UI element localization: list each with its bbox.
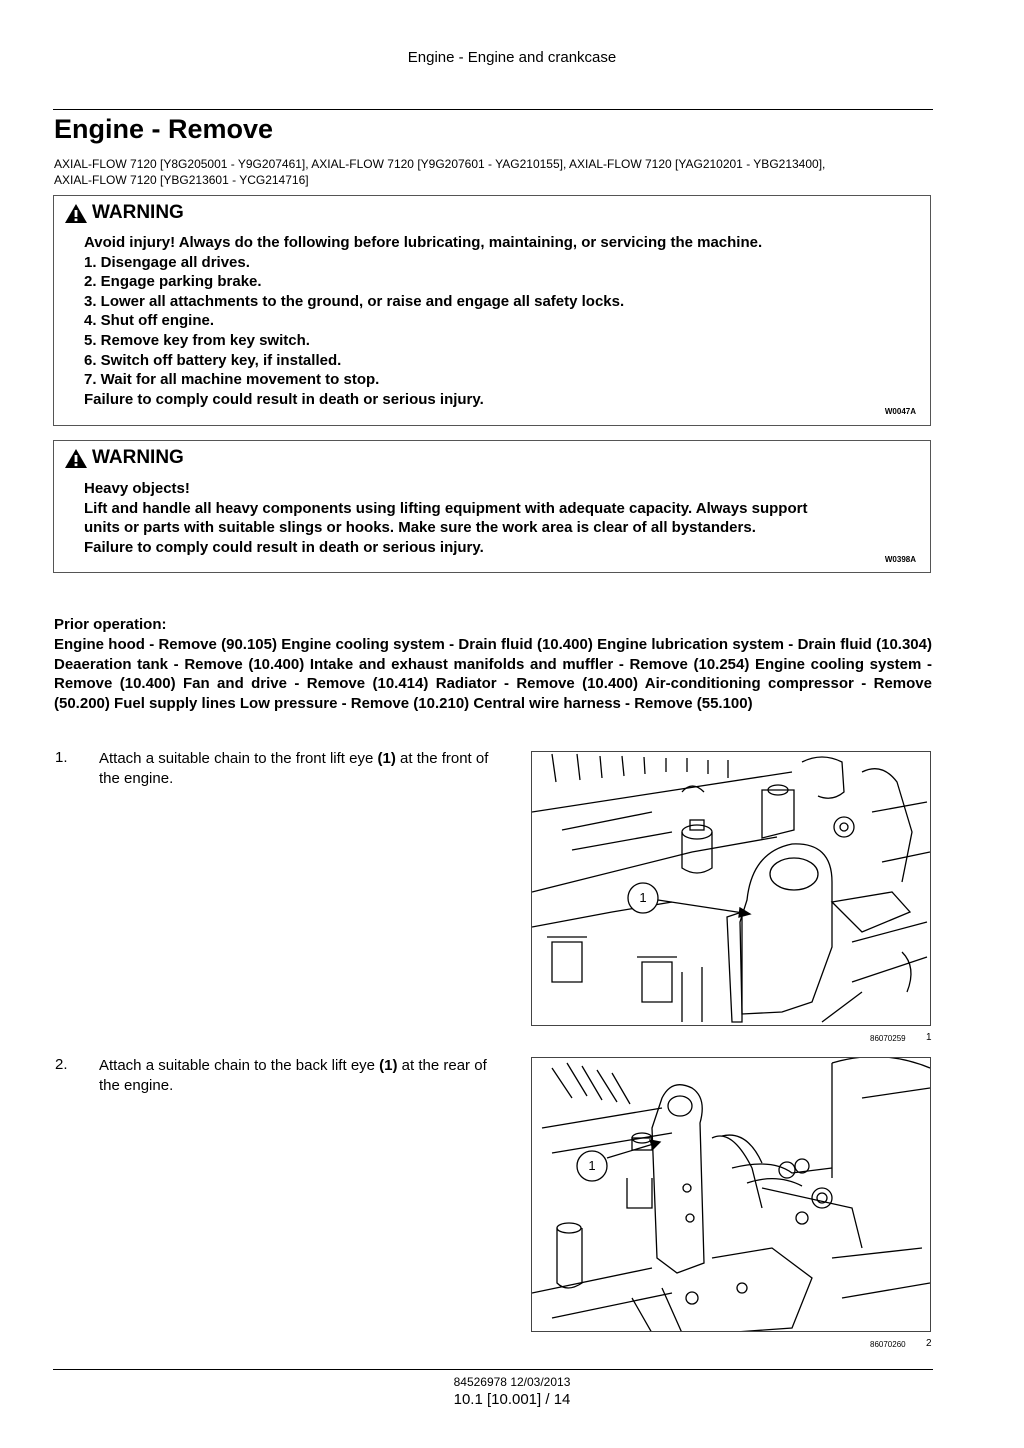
callout-layer [532,752,931,1026]
warning-line: Lift and handle all heavy components using lifting equipment with adequate capacity. Always support [84,499,808,517]
figure-code: 86070260 [870,1340,906,1349]
callout-number: 1 [588,1158,596,1173]
warning-body [84,479,910,557]
figure-number: 1 [926,1032,932,1043]
step-text-after: at the front of the engine. [99,750,489,787]
warning-header [64,447,184,469]
step-text-before: Attach a suitable chain to the front lift eye [99,750,378,767]
warning-line: 4. Shut off engine. [84,312,214,330]
warning-header [64,202,184,224]
warning-line: 6. Switch off battery key, if installed. [84,351,342,369]
warning-box-heavy-objects [53,440,931,573]
warning-label: WARNING [92,447,184,468]
prior-operation-label: Prior operation: [54,616,167,633]
callout-layer [532,1058,931,1332]
prior-operation [54,615,932,714]
step-text [99,749,499,789]
step-text-after: at the rear of the engine. [99,1057,487,1094]
step-number: 2. [55,1056,68,1073]
model-line-1: AXIAL-FLOW 7120 [Y8G205001 - Y9G207461], AXIAL-FLOW 7120 [Y9G207601 - YAG210155], AXIAL-FLOW 7120 [YAG210201 - YBG213400], [54,157,826,171]
warning-line: Failure to comply could result in death or serious injury. [84,390,484,408]
footer-page-number: 10.1 [10.001] / 14 [453,1391,571,1408]
warning-line: 7. Wait for all machine movement to stop. [84,371,380,389]
figure-back-lift-eye [531,1057,931,1332]
callout-number: 1 [639,890,647,905]
warning-code: W0047A [884,407,916,416]
step-text [99,1056,499,1096]
warning-line: Failure to comply could result in death or serious injury. [84,538,484,556]
warning-triangle-icon [64,448,88,469]
warning-label: WARNING [92,202,184,223]
step-number: 1. [55,749,68,766]
running-header: Engine - Engine and crankcase [407,49,617,66]
step-reference: (1) [377,750,396,767]
page-title: Engine - Remove [54,114,274,144]
warning-line: 5. Remove key from key switch. [84,331,310,349]
model-applicability [54,156,934,188]
footer-doc-code: 84526978 12/03/2013 [453,1375,571,1389]
warning-line: units or parts with suitable slings or hooks. Make sure the work area is clear of all bystanders. [84,519,756,537]
warning-line: Avoid injury! Always do the following before lubricating, maintaining, or servicing the machine. [84,234,763,251]
figure-number: 2 [926,1338,932,1349]
header-rule [53,109,933,110]
warning-line: 3. Lower all attachments to the ground, or raise and engage all safety locks. [84,292,625,310]
footer-rule [53,1369,933,1370]
warning-box-injury [53,195,931,426]
warning-code: W0398A [884,555,916,564]
step-text-before: Attach a suitable chain to the back lift eye [99,1057,380,1074]
step-reference: (1) [379,1057,398,1074]
warning-body [84,233,910,409]
prior-operation-text: Engine hood - Remove (90.105) Engine cooling system - Drain fluid (10.400) Engine lubrication system - Drain fluid (10.304) Deaeration tank - Remove (10.400) Intake and exhaust manifolds and muffler - Remove (10.254) Engine cooling system - Remove (10.400) Fan and drive - Remove (10.414) Radiator - Remove (10.400) Air-conditioning compressor - Remove (50.200) Fuel supply lines Low pressure - Remove (10.210) Central wire harness - Remove (55.100) [54,635,932,713]
figure-front-lift-eye [531,751,931,1026]
warning-line: 2. Engage parking brake. [84,273,262,291]
warning-triangle-icon [64,203,88,224]
warning-line: Heavy objects! [84,480,190,497]
model-line-2: AXIAL-FLOW 7120 [YBG213601 - YCG214716] [54,173,309,187]
warning-line: 1. Disengage all drives. [84,253,250,271]
figure-code: 86070259 [870,1034,906,1043]
